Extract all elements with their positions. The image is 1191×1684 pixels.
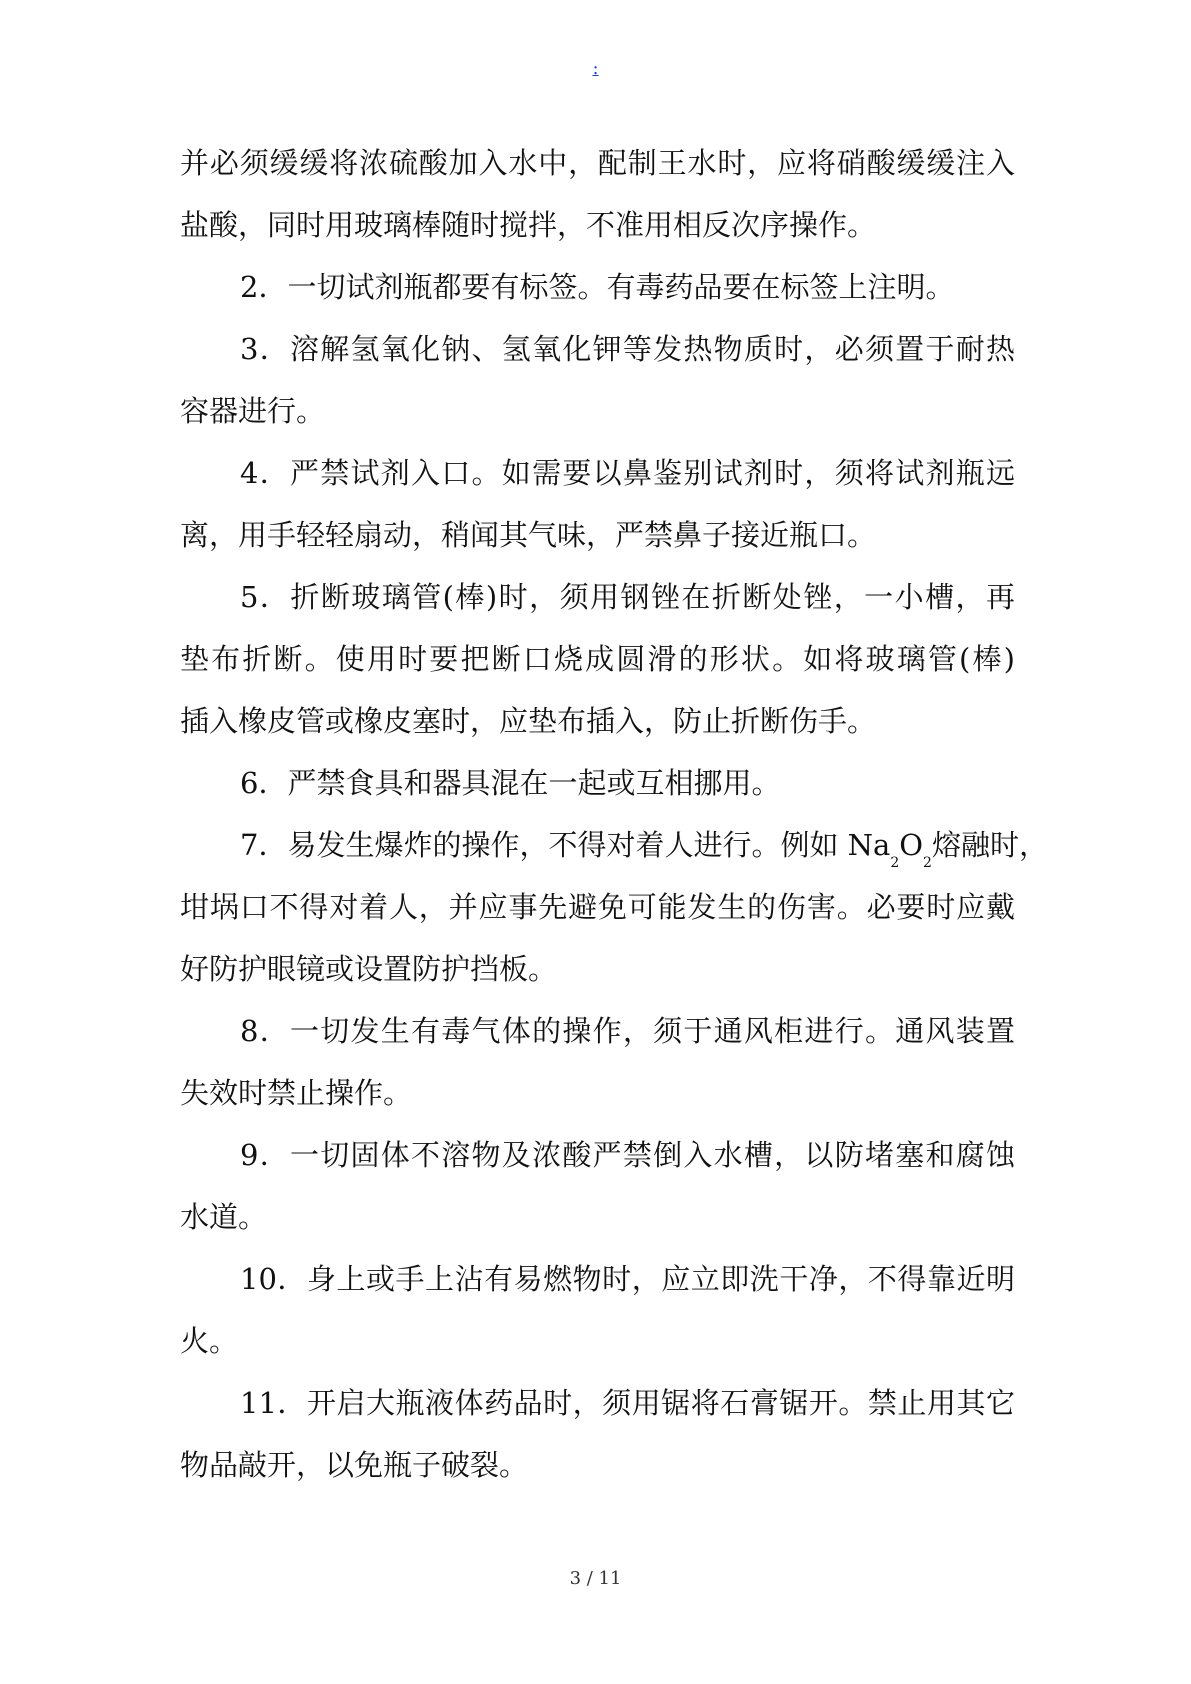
rule-8-line: 8．一切发生有毒气体的操作，须于通风柜进行。通风装置 xyxy=(240,1014,1015,1048)
rule-11-line: 11．开启大瓶液体药品时，须用锯将石膏锯开。禁止用其它 xyxy=(240,1386,1015,1420)
text-line: 插入橡皮管或橡皮塞时，应垫布插入，防止折断伤手。 xyxy=(180,704,877,738)
text-line: 离，用手轻轻扇动，稍闻其气味，严禁鼻子接近瓶口。 xyxy=(180,518,877,552)
rule-10-line: 10．身上或手上沾有易燃物时，应立即洗干净，不得靠近明 xyxy=(240,1262,1015,1296)
rule-9-line: 9．一切固体不溶物及浓酸严禁倒入水槽，以防堵塞和腐蚀 xyxy=(240,1138,1015,1172)
text-line: 容器进行。 xyxy=(180,394,326,428)
text-line: 物品敲开，以免瓶子破裂。 xyxy=(180,1448,529,1482)
rule-7-line xyxy=(180,814,1048,876)
subscript: 2 xyxy=(890,855,900,871)
text-line: 好防护眼镜或设置防护挡板。 xyxy=(180,952,558,986)
rule-3-line: 3．溶解氢氧化钠、氢氧化钾等发热物质时，必须置于耐热 xyxy=(240,332,1015,366)
rule-4-line: 4．严禁试剂入口。如需要以鼻鉴别试剂时，须将试剂瓶远 xyxy=(240,456,1015,490)
text-line: 并必须缓缓将浓硫酸加入水中，配制王水时，应将硝酸缓缓注入 xyxy=(180,146,1015,180)
document-body xyxy=(180,132,1048,1496)
text-line: 盐酸，同时用玻璃棒随时搅拌，不准用相反次序操作。 xyxy=(180,208,877,242)
page-number: 3 / 11 xyxy=(569,1568,622,1589)
text-line: 垫布折断。使用时要把断口烧成圆滑的形状。如将玻璃管(棒) xyxy=(180,642,1015,676)
rule-5-line: 5．折断玻璃管(棒)时，须用钢锉在折断处锉，一小槽，再 xyxy=(240,580,1015,614)
text-line: 水道。 xyxy=(180,1200,268,1234)
chem-element: O xyxy=(899,828,924,862)
rule-2-line: 2．一切试剂瓶都要有标签。有毒药品要在标签上注明。 xyxy=(240,270,955,304)
rule-7-text-end: 熔融时， xyxy=(931,828,1048,862)
rule-6-line: 6．严禁食具和器具混在一起或互相挪用。 xyxy=(240,766,781,800)
subscript: 2 xyxy=(923,855,932,871)
text-line: 火。 xyxy=(180,1324,239,1358)
text-line: 失效时禁止操作。 xyxy=(180,1076,413,1110)
text-line: 坩埚口不得对着人，并应事先避免可能发生的伤害。必要时应戴 xyxy=(180,890,1015,924)
rule-7-text: 7．易发生爆炸的操作，不得对着人进行。例如 Na xyxy=(240,828,891,862)
header-mark[interactable]: : xyxy=(592,58,599,79)
